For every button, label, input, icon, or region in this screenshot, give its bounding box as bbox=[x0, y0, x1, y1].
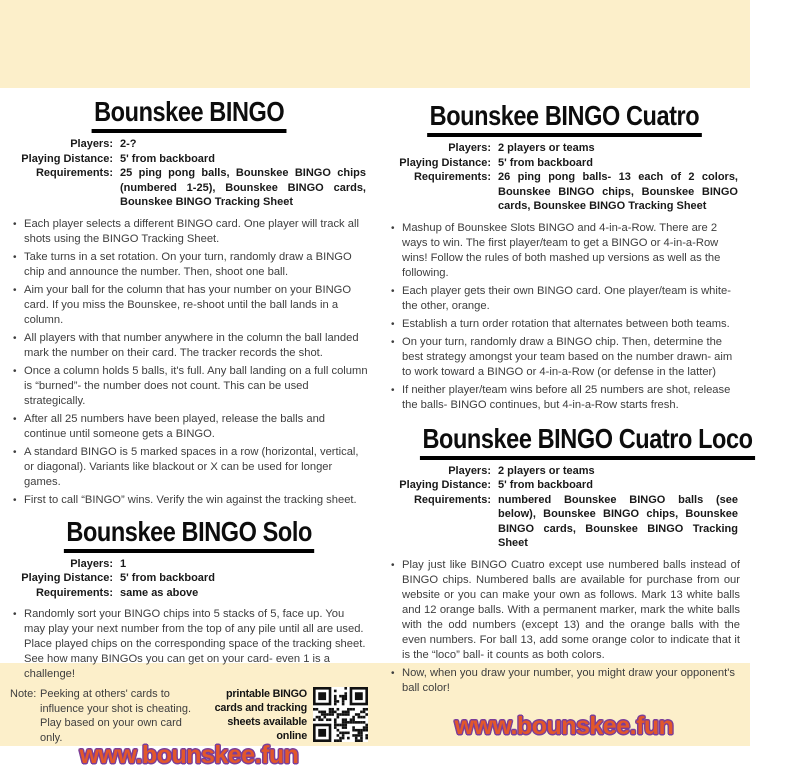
title-text: Bounskee BINGO bbox=[91, 96, 286, 133]
meta-label: Requirements: bbox=[35, 167, 113, 180]
meta-label: Requirements: bbox=[413, 493, 491, 506]
rules-list-cuatro-loco bbox=[388, 558, 740, 696]
website-url: www.bounskee.fun bbox=[454, 711, 674, 740]
top-cream-band bbox=[0, 0, 750, 88]
rule-text: On your turn, randomly draw a BINGO chip. Then, determine the best strategy amongst your team based on the number drawn- aim to work toward a BINGO or 4-in-a-Row (or defense in the latter) bbox=[402, 335, 733, 378]
meta-label: Playing Distance: bbox=[399, 156, 491, 169]
rule-text: Now, when you draw your number, you might draw your opponent's ball color! bbox=[402, 666, 735, 694]
right-column bbox=[388, 88, 753, 741]
meta-label: Players: bbox=[448, 464, 491, 477]
meta-value: 5' from backboard bbox=[120, 152, 215, 165]
rule-text: Each player gets their own BINGO card. One player/team is white- the other, orange. bbox=[402, 284, 731, 312]
rules-list-cuatro bbox=[388, 221, 740, 413]
rule-bullet bbox=[10, 607, 368, 682]
title-text: Bounskee BINGO Solo bbox=[64, 516, 315, 553]
meta-label: Playing Distance: bbox=[21, 152, 113, 165]
meta-row bbox=[10, 586, 368, 601]
left-column bbox=[10, 88, 368, 770]
meta-block-bingo bbox=[10, 137, 368, 210]
meta-label: Playing Distance: bbox=[21, 572, 113, 585]
bullet-dot-icon: • bbox=[391, 336, 395, 348]
rule-bullet bbox=[388, 221, 740, 281]
rule-bullet bbox=[10, 283, 368, 328]
meta-row bbox=[388, 478, 740, 493]
rule-bullet bbox=[10, 493, 368, 508]
rule-text: If neither player/team wins before all 25 numbers are shot, release the balls- BINGO continues, but 4-in-a-Row starts fresh. bbox=[402, 383, 731, 411]
rules-list-solo bbox=[10, 607, 368, 682]
rule-text: Mashup of Bounskee Slots BINGO and 4-in-a-Row. There are 2 ways to win. The first player/team to get a BINGO or 4-in-a-Row wins! Follow the rules of both mashed up versions as well as the following. bbox=[402, 221, 721, 279]
title-bounskee-bingo-cuatro bbox=[388, 100, 740, 137]
rule-bullet bbox=[388, 284, 740, 314]
meta-value: numbered Bounskee BINGO balls (see below), Bounskee BINGO chips, Bounskee BINGO cards, Bounskee BINGO Tracking Sheet bbox=[498, 493, 738, 550]
meta-value: 26 ping pong balls- 13 each of 2 colors, Bounskee BINGO chips, Bounskee BINGO cards, Bounskee BINGO Tracking Sheet bbox=[498, 171, 738, 213]
meta-block-cuatro bbox=[388, 141, 740, 214]
rule-text: Once a column holds 5 balls, it's full. Any ball landing on a full column is “burned”- the number does not count. This can be used strategically. bbox=[24, 364, 368, 407]
rule-bullet bbox=[388, 383, 740, 413]
meta-row bbox=[10, 557, 368, 572]
rule-text: Play just like BINGO Cuatro except use numbered balls instead of BINGO chips. Numbered balls are available for purchase from our website or you can make your own as follows. Mark 13 white balls and 12 orange balls. With a permanent marker, mark the white balls with the odd numbers (except 13) and the orange balls with the even numbers. For ball 13, add some orange color to indicate that it is the “loco” ball- it counts as both colors. bbox=[402, 558, 740, 661]
note-text: Peeking at others' cards to influence your shot is cheating. Play based on your own card only. bbox=[40, 688, 192, 744]
rule-text: First to call “BINGO” wins. Verify the win against the tracking sheet. bbox=[24, 493, 357, 506]
rule-bullet bbox=[388, 666, 740, 696]
title-text: Bounskee BINGO Cuatro Loco bbox=[420, 423, 755, 460]
title-text: Bounskee BINGO Cuatro bbox=[427, 100, 702, 137]
rule-bullet bbox=[10, 412, 368, 442]
meta-label: Playing Distance: bbox=[399, 479, 491, 492]
rule-bullet bbox=[388, 558, 740, 663]
rule-text: Take turns in a set rotation. On your turn, randomly draw a BINGO chip and announce the number. Then, shoot one ball. bbox=[24, 250, 352, 278]
rule-text: Establish a turn order rotation that alternates between both teams. bbox=[402, 317, 730, 330]
rule-bullet bbox=[388, 335, 740, 380]
bullet-dot-icon: • bbox=[13, 284, 17, 296]
meta-block-solo bbox=[10, 557, 368, 601]
note-row bbox=[10, 687, 368, 745]
rule-bullet bbox=[10, 364, 368, 409]
bullet-dot-icon: • bbox=[13, 218, 17, 230]
meta-row bbox=[388, 141, 740, 156]
meta-row bbox=[10, 571, 368, 586]
bullet-dot-icon: • bbox=[13, 251, 17, 263]
rule-text: A standard BINGO is 5 marked spaces in a row (horizontal, vertical, or diagonal). Variants like blackout or X can be used for longer games. bbox=[24, 445, 359, 488]
rule-text: After all 25 numbers have been played, release the balls and continue until someone gets a BINGO. bbox=[24, 412, 326, 440]
meta-value: 2 players or teams bbox=[498, 142, 595, 155]
meta-row bbox=[388, 156, 740, 171]
bullet-dot-icon: • bbox=[391, 222, 395, 234]
bullet-dot-icon: • bbox=[13, 332, 17, 344]
bullet-dot-icon: • bbox=[13, 365, 17, 377]
rule-bullet bbox=[10, 250, 368, 280]
rule-text: All players with that number anywhere in the column the ball landed mark the number on their card. The tracker records the shot. bbox=[24, 331, 359, 359]
bullet-dot-icon: • bbox=[391, 667, 395, 679]
meta-label: Requirements: bbox=[413, 171, 491, 184]
rule-bullet bbox=[10, 217, 368, 247]
meta-row bbox=[10, 152, 368, 167]
meta-value: 5' from backboard bbox=[120, 572, 215, 585]
bullet-dot-icon: • bbox=[391, 384, 395, 396]
meta-value: 5' from backboard bbox=[498, 156, 593, 169]
meta-block-cuatro-loco bbox=[388, 464, 740, 551]
rules-list-bingo bbox=[10, 217, 368, 508]
bullet-dot-icon: • bbox=[13, 494, 17, 506]
title-bounskee-bingo bbox=[10, 96, 368, 133]
rule-bullet bbox=[388, 317, 740, 332]
website-url: www.bounskee.fun bbox=[79, 741, 299, 770]
bullet-dot-icon: • bbox=[13, 609, 17, 621]
bullet-dot-icon: • bbox=[13, 446, 17, 458]
qr-code bbox=[313, 687, 368, 742]
meta-value: 25 ping pong balls, Bounskee BINGO chips (numbered 1-25), Bounskee BINGO cards, Bounskee BINGO Tracking Sheet bbox=[120, 167, 366, 209]
bullet-dot-icon: • bbox=[391, 559, 395, 571]
title-bounskee-bingo-cuatro-loco bbox=[388, 422, 753, 460]
meta-label: Requirements: bbox=[35, 586, 113, 599]
bullet-dot-icon: • bbox=[391, 285, 395, 297]
bullet-dot-icon: • bbox=[13, 413, 17, 425]
note-label: Note: bbox=[10, 688, 37, 701]
rule-text: Each player selects a different BINGO card. One player will track all shots using the BINGO Tracking Sheet. bbox=[24, 217, 359, 245]
meta-label: Players: bbox=[70, 557, 113, 570]
rule-text: Aim your ball for the column that has your number on your BINGO card. If you miss the Bounskee, re-shoot until the ball lands in a column. bbox=[24, 283, 352, 326]
meta-value: 5' from backboard bbox=[498, 479, 593, 492]
bullet-dot-icon: • bbox=[391, 318, 395, 330]
rule-text: Randomly sort your BINGO chips into 5 stacks of 5, face up. You may play your next number from the top of any pile until all are used. Place played chips on the corresponding space of the tracking sheet. See how many BINGOs you can get on your card- even 1 is a challenge! bbox=[24, 608, 366, 681]
meta-row bbox=[388, 170, 740, 214]
meta-label: Players: bbox=[70, 138, 113, 151]
title-bounskee-bingo-solo bbox=[10, 516, 368, 553]
meta-row bbox=[10, 137, 368, 152]
meta-value: same as above bbox=[120, 586, 199, 599]
meta-row bbox=[388, 493, 740, 551]
rule-bullet bbox=[10, 331, 368, 361]
meta-label: Players: bbox=[448, 142, 491, 155]
online-promo-text: printable BINGO cards and tracking sheets available online bbox=[214, 688, 307, 743]
meta-value: 1 bbox=[120, 557, 127, 570]
meta-row bbox=[388, 464, 740, 479]
content-sheet bbox=[0, 88, 753, 770]
rule-bullet bbox=[10, 445, 368, 490]
meta-row bbox=[10, 166, 368, 210]
meta-value: 2-? bbox=[120, 138, 137, 151]
meta-value: 2 players or teams bbox=[498, 464, 595, 477]
